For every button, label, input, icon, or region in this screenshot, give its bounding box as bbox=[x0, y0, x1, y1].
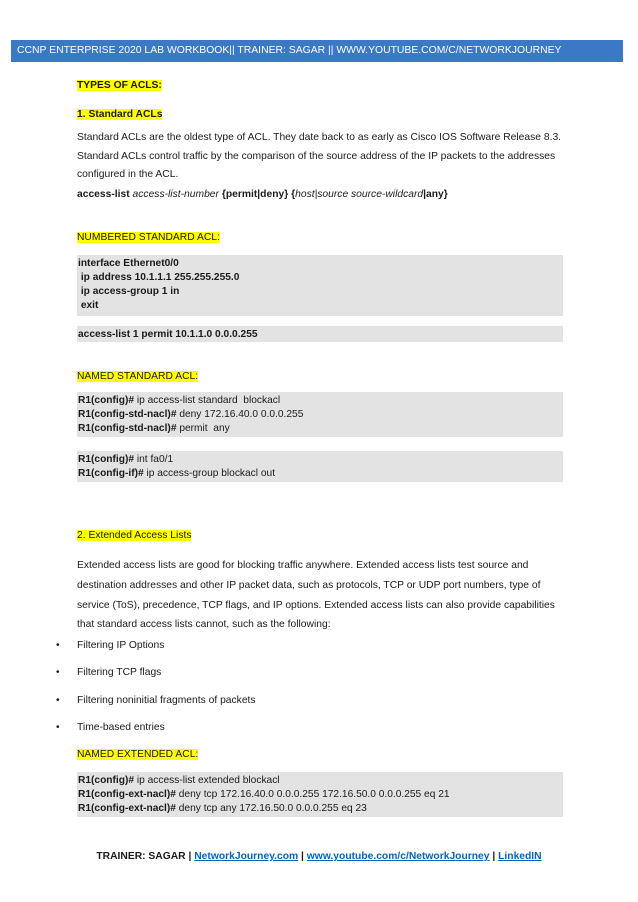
numbered-standard-code-block bbox=[77, 255, 563, 316]
page-footer: TRAINER: SAGAR | NetworkJourney.com | www.youtube.com/c/NetworkJourney | LinkedIN bbox=[96, 851, 542, 862]
code-line: R1(config-ext-nacl)# deny tcp any 172.16.50.0 0.0.0.255 eq 23 bbox=[78, 803, 367, 814]
code-line: R1(config)# ip access-list standard blockacl bbox=[78, 395, 281, 406]
standard-acl-syntax bbox=[77, 189, 448, 200]
named-standard-heading: NAMED STANDARD ACL: bbox=[77, 371, 199, 382]
standard-acl-heading: 1. Standard ACLs bbox=[77, 109, 163, 120]
list-item: • Time-based entries bbox=[56, 722, 165, 733]
code-line: access-list 1 permit 10.1.1.0 0.0.0.255 bbox=[78, 329, 258, 340]
footer-trainer: TRAINER: SAGAR bbox=[96, 851, 186, 862]
code-line: interface Ethernet0/0 bbox=[78, 258, 179, 269]
syntax-opt1: {permit|deny} bbox=[221, 189, 289, 200]
code-line: R1(config)# int fa0/1 bbox=[78, 454, 174, 465]
syntax-cmd: access-list bbox=[77, 189, 130, 200]
named-extended-code-block bbox=[77, 772, 563, 817]
list-item: • Filtering TCP flags bbox=[56, 667, 162, 678]
syntax-brace: { bbox=[291, 189, 296, 200]
code-line: R1(config-ext-nacl)# deny tcp 172.16.40.0 0.0.0.255 172.16.50.0 0.0.0.255 eq 21 bbox=[78, 789, 450, 800]
named-extended-heading: NAMED EXTENDED ACL: bbox=[77, 749, 199, 760]
code-line: R1(config-std-nacl)# permit any bbox=[78, 423, 230, 434]
list-item: • Filtering IP Options bbox=[56, 640, 165, 651]
types-heading: TYPES OF ACLS: bbox=[77, 80, 162, 91]
code-line: exit bbox=[78, 300, 99, 311]
syntax-arg1: access-list-number bbox=[132, 189, 219, 200]
code-line: ip address 10.1.1.1 255.255.255.0 bbox=[78, 272, 240, 283]
named-standard-interface-block bbox=[77, 451, 563, 482]
code-line: R1(config-std-nacl)# deny 172.16.40.0 0.0.0.255 bbox=[78, 409, 304, 420]
numbered-standard-acl-line bbox=[77, 326, 563, 342]
code-line: ip access-group 1 in bbox=[78, 286, 180, 297]
footer-link-linkedin[interactable]: LinkedIN bbox=[498, 851, 542, 862]
numbered-standard-heading: NUMBERED STANDARD ACL: bbox=[77, 232, 220, 243]
named-standard-code-block bbox=[77, 392, 563, 437]
page-header-banner bbox=[11, 40, 623, 62]
footer-link-youtube[interactable]: www.youtube.com/c/NetworkJourney bbox=[306, 851, 490, 862]
syntax-tail: |any} bbox=[423, 189, 448, 200]
code-line: R1(config)# ip access-list extended blockacl bbox=[78, 775, 280, 786]
standard-acl-paragraph: Standard ACLs are the oldest type of ACL. They date back to as early as Cisco IOS Software Release 8.3. Standard ACLs control traffic by the comparison of the source address of the IP packets to the addresses configured in the ACL. bbox=[77, 132, 562, 181]
list-item: • Filtering noninitial fragments of packets bbox=[56, 695, 256, 706]
header-text: CCNP ENTERPRISE 2020 LAB WORKBOOK|| TRAINER: SAGAR || WWW.YOUTUBE.COM/C/NETWORKJOURNEY bbox=[17, 45, 562, 56]
extended-acl-paragraph: Extended access lists are good for blocking traffic anywhere. Extended access lists test source and destination addresses and other IP packet data, such as protocols, TCP or UDP port numbers, type of service (ToS), precedence, TCP flags, and IP options. Extended access lists can also provide capabilities that standard access lists cannot, such as the following: bbox=[77, 560, 555, 631]
syntax-arg2: host|source source-wildcard bbox=[295, 189, 424, 200]
code-line: R1(config-if)# ip access-group blockacl out bbox=[78, 468, 276, 479]
footer-link-networkjourney[interactable]: NetworkJourney.com bbox=[194, 851, 299, 862]
extended-acl-heading: 2. Extended Access Lists bbox=[77, 530, 192, 541]
